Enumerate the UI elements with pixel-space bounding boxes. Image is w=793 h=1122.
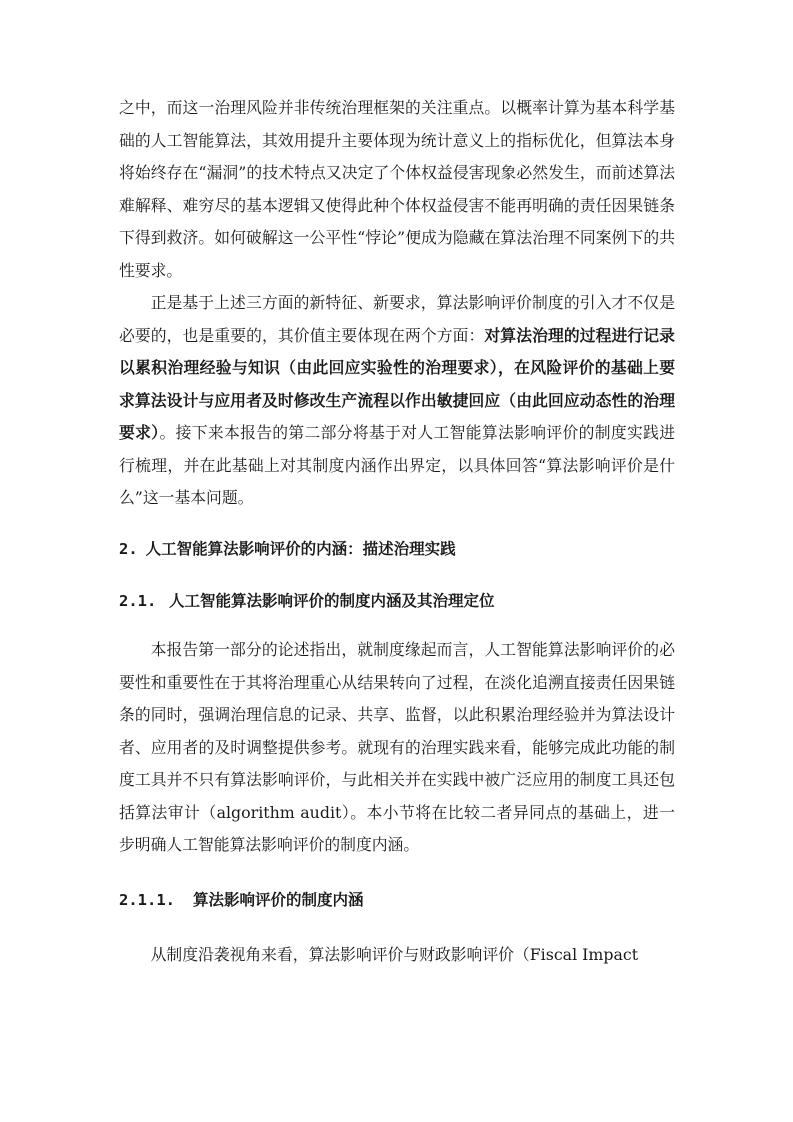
subsubsection-title: 算法影响评价的制度内涵 xyxy=(193,891,364,909)
paragraph-continuation: 之中，而这一治理风险并非传统治理框架的关注重点。以概率计算为基本科学基础的人工智能算法，其效用提升主要体现为统计意义上的指标优化，但算法本身将始终存在“漏洞”的技术特点又决定了个体权益侵害现象必然发生，而前述算法难解释、难穷尽的基本逻辑又使得此种个体权益侵害不能再明确的责任因果链条下得到救济。如何破解这一公平性“悖论”便成为隐藏在算法治理不同案例下的共性要求。 xyxy=(119,98,675,280)
subsection-title: 人工智能算法影响评价的制度内涵及其治理定位 xyxy=(169,592,495,610)
paragraph-intro-2-1: 本报告第一部分的论述指出，就制度缘起而言，人工智能算法影响评价的必要性和重要性在于其将治理重心从结果转向了过程，在淡化追溯直接责任因果链条的同时，强调治理信息的记录、共享、监督，以此积累治理经验并为算法设计者、应用者的及时调整提供参考。就现有的治理实践来看，能够完成此功能的制度工具并不只有算法影响评价，与此相关并在实践中被广泛应用的制度工具还包括算法审计（algorithm audit）。本小节将在比较二者异同点的基础上，进一步明确人工智能算法影响评价的制度内涵。 xyxy=(119,640,675,854)
paragraph-value-intro: 正是基于上述三方面的新特征、新要求，算法影响评价制度的引入才不仅是必要的，也是重要的，其价值主要体现在两个方面： xyxy=(119,293,675,345)
subsubsection-heading-2-1-1 xyxy=(119,888,675,912)
section-heading-2 xyxy=(119,537,675,561)
paragraph-value xyxy=(119,287,675,515)
paragraph-value-bold: 对算法治理的过程进行记录以累积治理经验与知识（由此回应实验性的治理要求），在风险评价的基础上要求算法设计与应用者及时修改生产流程以作出敏捷回应（由此回应动态性的治理要求） xyxy=(119,325,675,442)
subsubsection-number: 2.1.1. xyxy=(119,891,175,909)
paragraph-value-outro: 。接下来本报告的第二部分将基于对人工智能算法影响评价的制度实践进行梳理，并在此基础上对其制度内涵作出界定，以具体回答“算法影响评价是什么”这一基本问题。 xyxy=(119,423,675,507)
section-title: 人工智能算法影响评价的内涵：描述治理实践 xyxy=(145,540,456,558)
subsection-heading-2-1 xyxy=(119,589,675,613)
paragraph-2-1-1: 从制度沿袭视角来看，算法影响评价与财政影响评价（Fiscal Impact xyxy=(150,945,639,964)
section-number: 2. xyxy=(119,540,138,558)
subsection-number: 2.1. xyxy=(119,592,157,610)
